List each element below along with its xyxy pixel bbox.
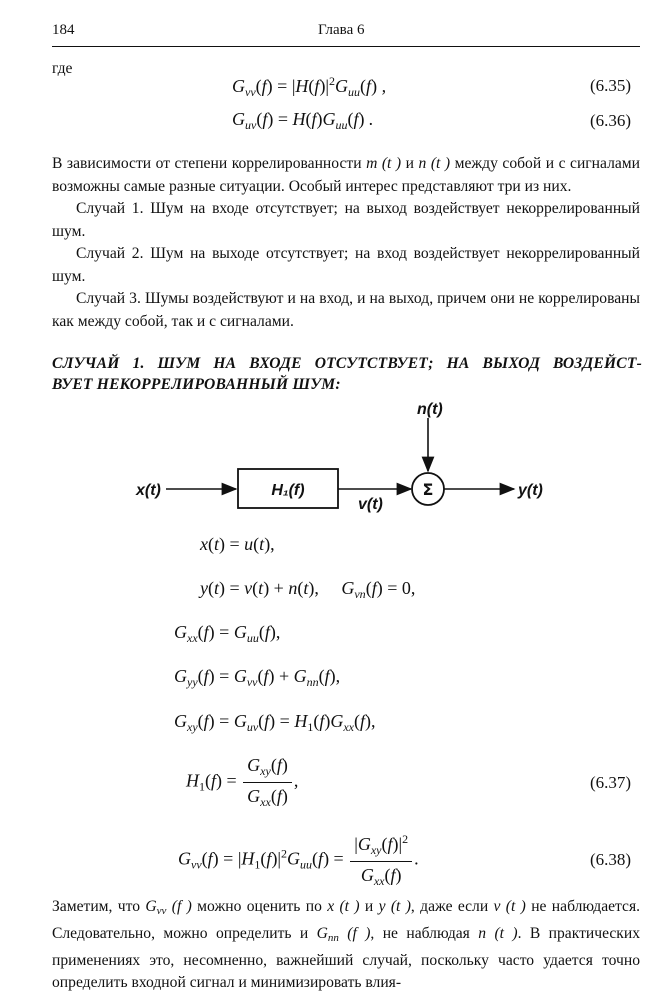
body-text xyxy=(52,153,640,333)
section-heading xyxy=(52,353,642,395)
paragraph-case-2: Случай 2. Шум на выходе отсутствует; на вход воздействует некоррелированный шум. xyxy=(52,245,640,285)
equation-6-35: $G_{vv}(f) = |H(f)|^2G_{uu}(f)$ , xyxy=(232,74,387,99)
sum-symbol: Σ xyxy=(422,480,434,499)
equation-number-6-38: (6.38) xyxy=(590,850,632,869)
equation-number-6-36: (6.36) xyxy=(590,111,632,130)
section-heading-line-1: СЛУЧАЙ 1. ШУМ НА ВХОДЕ ОТСУТСТВУЕТ; НА ВЫХОД ВОЗДЕЙСТ- xyxy=(52,355,642,372)
equation-x-u: x(t) = u(t), xyxy=(200,534,275,554)
page-number: 184 xyxy=(52,22,75,38)
equation-gyy: $G_{yy}(f) = G_{vv}(f) + G_{nn}(f)$, xyxy=(174,666,341,689)
block-diagram xyxy=(0,396,667,526)
equation-gxy: $G_{xy}(f) = G_{uv}(f) = H_1(f)G_{xx}(f)$, xyxy=(174,711,376,734)
intro-word: где xyxy=(52,60,73,77)
paragraph-case-3: Случай 3. Шумы воздействуют и на вход, и на выход, причем они не коррелированы как между собой, так и с сигналами. xyxy=(52,290,640,330)
equation-number-6-35: (6.35) xyxy=(590,76,632,95)
middle-signal-label: v(t) xyxy=(358,496,383,513)
paragraph-intro: В зависимости от степени коррелированности m (t ) и n (t ) между собой и с сигналами возможны самые разные ситуации. Особый интерес представляют три из них. xyxy=(52,155,641,195)
equation-6-37: $H_1(f)$ = $\frac{G_{xy}(f)}{G_{xx}(f)}$ , xyxy=(186,755,299,809)
noise-label: n(t) xyxy=(417,401,443,418)
block-label: H₁(f) xyxy=(271,482,305,499)
paragraph-case-1: Случай 1. Шум на входе отсутствует; на выход воздействует некоррелированный шум. xyxy=(52,200,640,240)
equation-6-36: $G_{uv}(f) = H(f)G_{uu}(f)$ . xyxy=(232,109,374,132)
equation-y-v-n: y(t) = v(t) + n(t), $G_{vn}(f) = 0$, xyxy=(200,578,416,601)
equation-number-6-37: (6.37) xyxy=(590,773,632,792)
chapter-title: Глава 6 xyxy=(318,22,365,38)
equation-gxx: $G_{xx}(f) = G_{uu}(f)$, xyxy=(174,622,281,645)
input-label: x(t) xyxy=(136,482,161,499)
equation-6-38: $G_{vv}(f) = |H_1(f)|^2G_{uu}(f)$ = $\frac{|G_{xy}(f)|^2}{G_{xx}(f)}$ . xyxy=(178,832,419,888)
closing-paragraph: Заметим, что $G_{vv}$ (f ) можно оценить по x (t ) и y (t ), даже если v (t ) не наблюдается. Следовательно, можно определить и $G_{nn}$ (f ), не наблюдая n (t ). В практических применениях это, несомненно, важнейший случай, поскольку часто удается точно определить входной сигнал и минимизировать влия- xyxy=(52,898,641,992)
section-heading-line-2: ВУЕТ НЕКОРРЕЛИРОВАННЫЙ ШУМ: xyxy=(52,376,341,393)
header-rule xyxy=(52,46,640,47)
output-label: y(t) xyxy=(518,482,543,499)
